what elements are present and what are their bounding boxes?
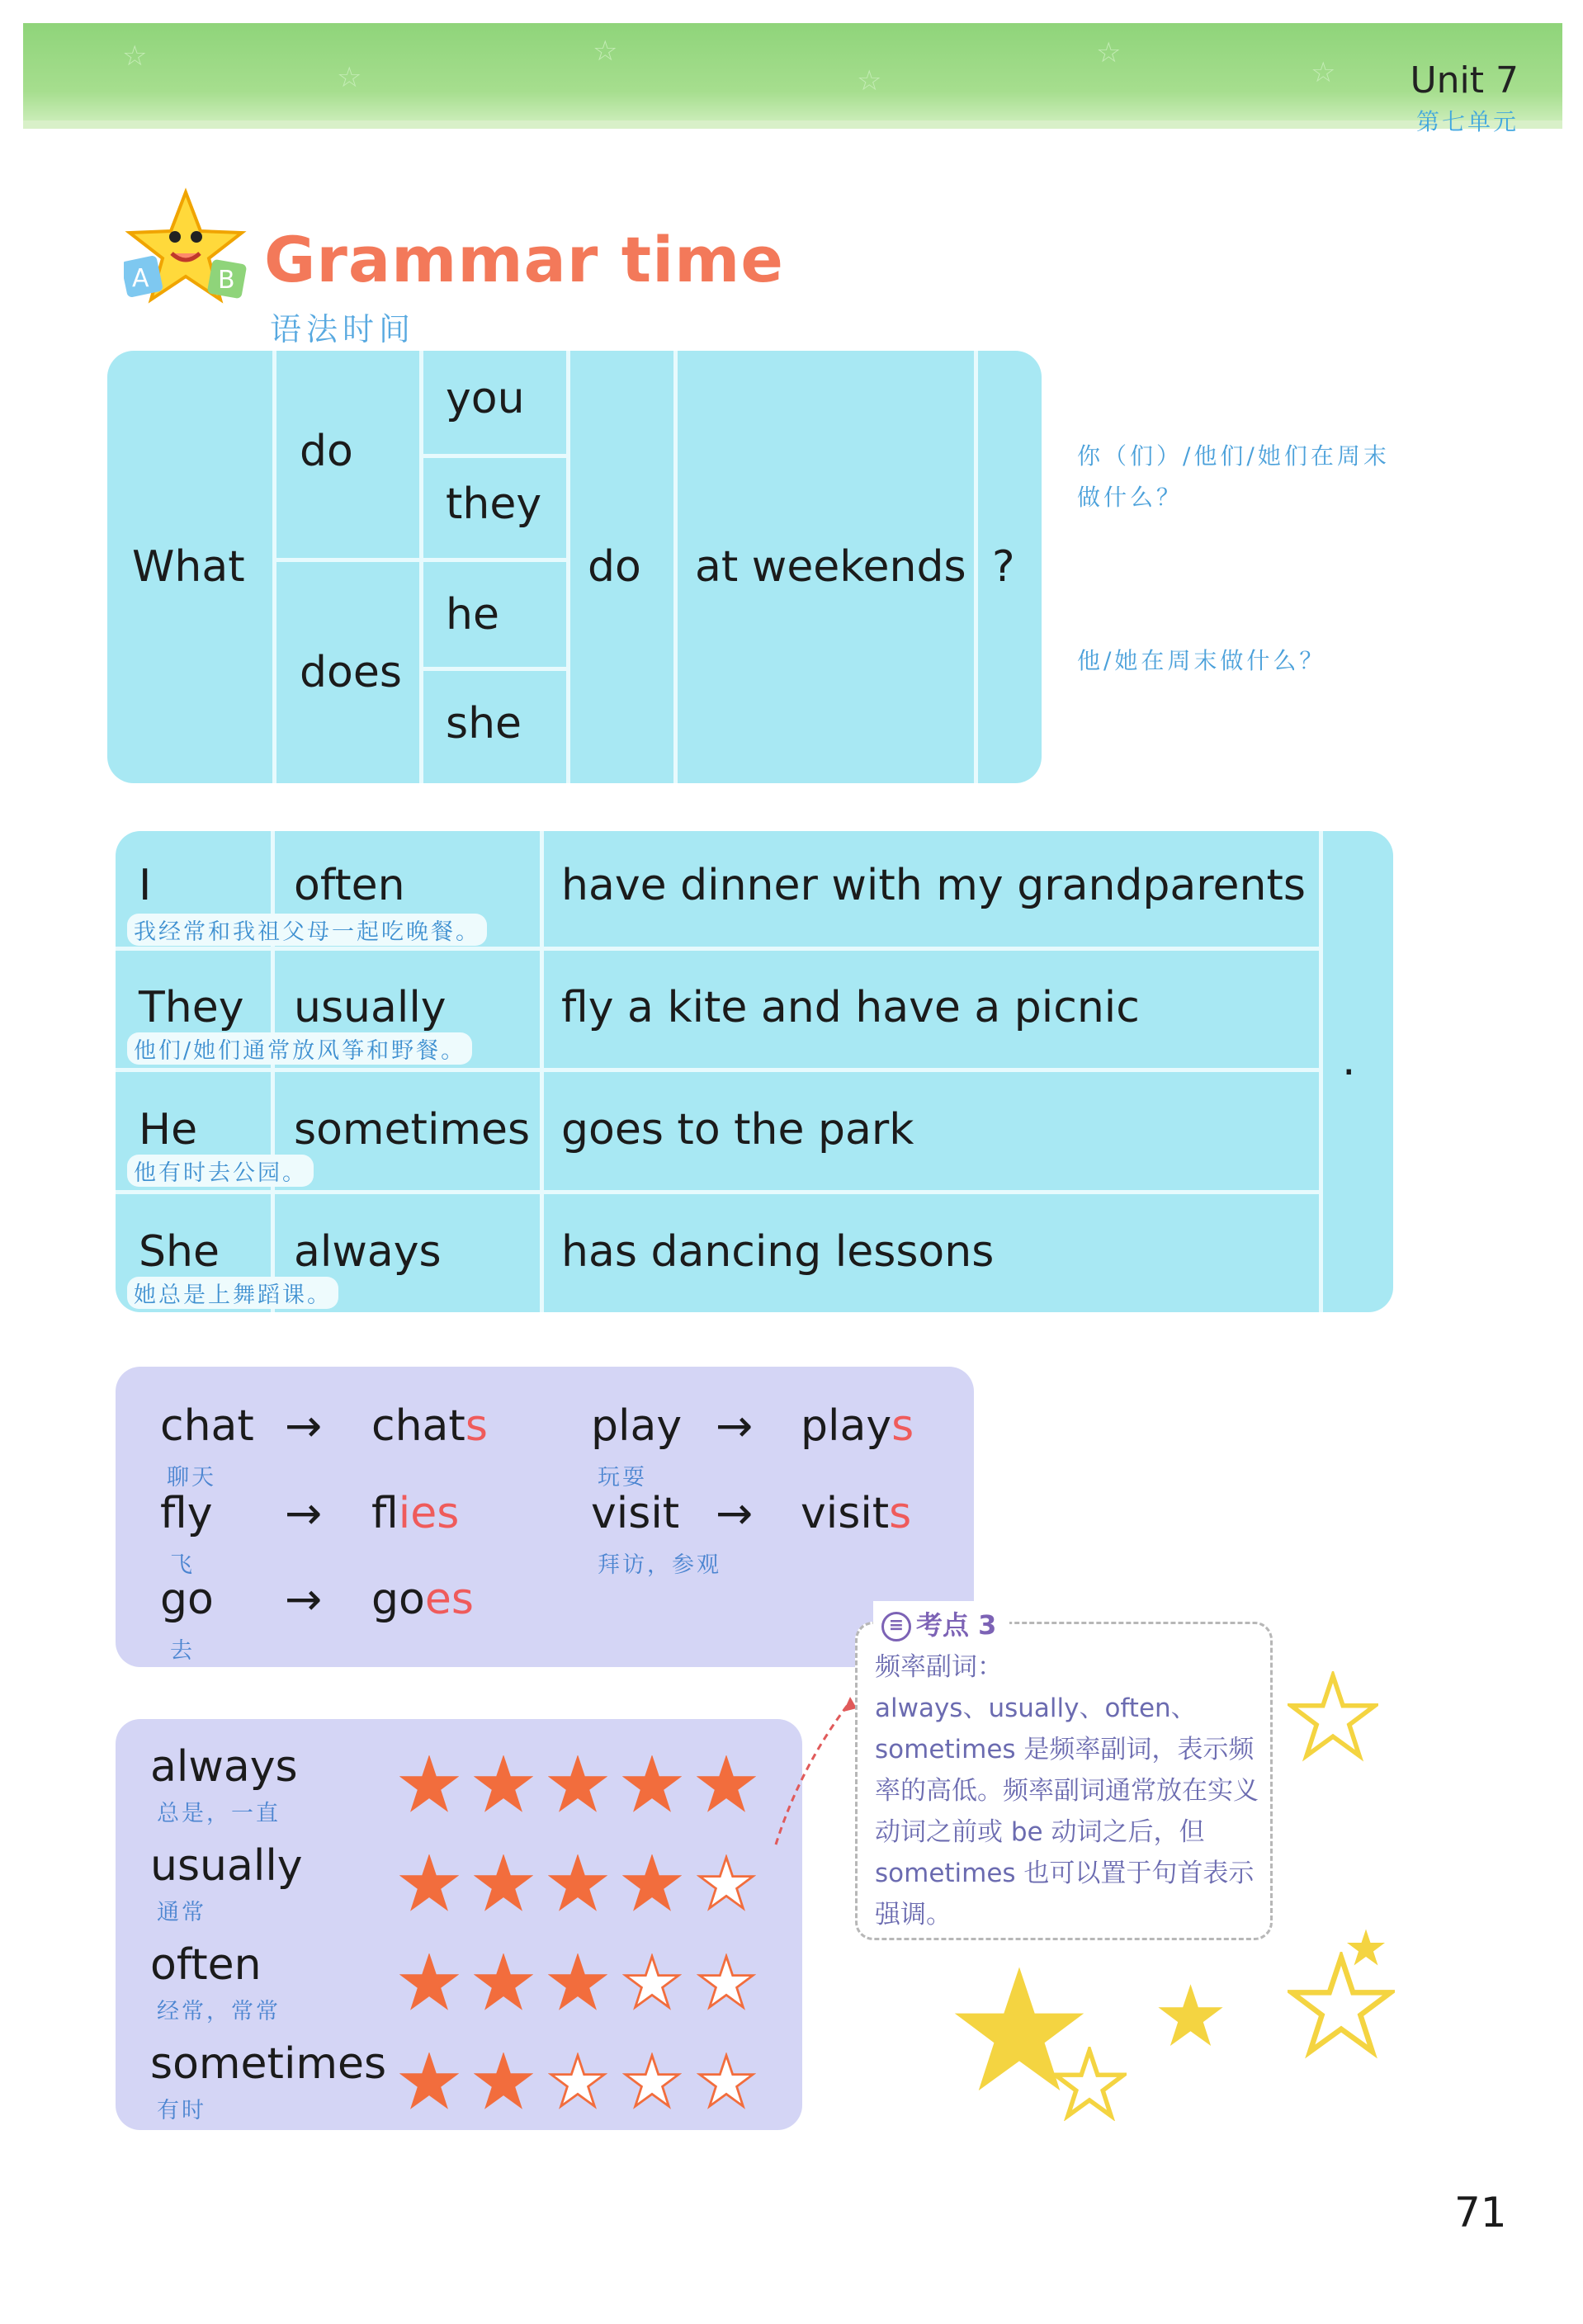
pointer-arrow-icon bbox=[768, 1692, 858, 1849]
row4-translation: 她总是上舞蹈课。 bbox=[127, 1277, 338, 1309]
star-icon: ☆ bbox=[857, 64, 882, 97]
star-rating bbox=[399, 1854, 756, 1912]
arrow-icon: → bbox=[285, 1400, 323, 1452]
row2-translation: 他们/她们通常放风筝和野餐。 bbox=[127, 1032, 472, 1065]
adverb-translation: 经常，常常 bbox=[157, 1999, 281, 2024]
star-icon: ☆ bbox=[337, 61, 362, 94]
filled-star-icon bbox=[474, 2052, 533, 2110]
verb-third-person bbox=[801, 1401, 914, 1451]
empty-star-icon bbox=[697, 1953, 756, 2011]
filled-star-icon bbox=[399, 1755, 459, 1813]
adverb-word: sometimes bbox=[150, 2039, 387, 2089]
row1-adverb: often bbox=[294, 861, 405, 910]
row4-subject: She bbox=[139, 1227, 220, 1277]
arrow-icon: → bbox=[285, 1573, 323, 1625]
question-table bbox=[107, 351, 1042, 783]
verb-stem: chat bbox=[371, 1401, 465, 1451]
empty-star-icon bbox=[622, 2052, 682, 2110]
verb-suffix: es bbox=[424, 1575, 474, 1624]
row3-adverb: sometimes bbox=[294, 1105, 531, 1155]
divider bbox=[419, 667, 569, 671]
filled-star-icon bbox=[548, 1854, 607, 1912]
verb-forms-box bbox=[116, 1367, 974, 1667]
verb-stem: fl bbox=[371, 1489, 399, 1538]
filled-star-icon bbox=[399, 1953, 459, 2011]
arrow-icon: → bbox=[716, 1400, 754, 1452]
outline-star-icon bbox=[1288, 1952, 1395, 2059]
row3-predicate: goes to the park bbox=[561, 1105, 914, 1155]
row3-subject: He bbox=[139, 1105, 198, 1155]
divider bbox=[116, 1068, 1322, 1072]
svg-text:A: A bbox=[132, 264, 149, 293]
verb-translation: 飞 bbox=[170, 1552, 195, 1578]
filled-star-icon bbox=[697, 1755, 756, 1813]
filled-star-icon bbox=[474, 1755, 533, 1813]
divider bbox=[116, 947, 1322, 951]
divider bbox=[272, 351, 276, 783]
verb-third-person bbox=[371, 1401, 488, 1451]
note-heading: 频率副词： bbox=[875, 1652, 1003, 1682]
verb-translation: 去 bbox=[170, 1638, 195, 1664]
verb-base: chat bbox=[160, 1401, 254, 1451]
divider bbox=[272, 558, 422, 562]
divider bbox=[419, 351, 423, 783]
filled-star-icon bbox=[622, 1755, 682, 1813]
arrow-icon: → bbox=[285, 1487, 323, 1539]
section-subtitle: 语法时间 bbox=[270, 311, 416, 347]
row1-predicate: have dinner with my grandparents bbox=[561, 861, 1306, 910]
verb-base: go bbox=[160, 1575, 214, 1624]
filled-star-icon bbox=[474, 1953, 533, 2011]
verb-translation: 玩耍 bbox=[598, 1465, 647, 1490]
star-rating bbox=[399, 2052, 756, 2110]
subject-she: she bbox=[446, 699, 522, 749]
empty-star-icon bbox=[548, 2052, 607, 2110]
empty-star-icon bbox=[697, 2052, 756, 2110]
verb-translation: 拜访，参观 bbox=[598, 1552, 721, 1578]
unit-subtitle: 第七单元 bbox=[1415, 108, 1519, 135]
question-word: What bbox=[132, 542, 245, 592]
star-icon bbox=[1155, 1981, 1226, 2051]
aux-does: does bbox=[300, 648, 402, 697]
star-icon: ☆ bbox=[1311, 56, 1336, 89]
row2-subject: They bbox=[139, 983, 244, 1032]
row3-translation: 他有时去公园。 bbox=[127, 1155, 314, 1187]
row1-subject: I bbox=[139, 861, 152, 910]
divider bbox=[419, 454, 569, 458]
filled-star-icon bbox=[399, 2052, 459, 2110]
verb-base: play bbox=[591, 1401, 683, 1451]
aux-do: do bbox=[300, 427, 353, 476]
verb-third-person bbox=[801, 1489, 911, 1538]
filled-star-icon bbox=[399, 1854, 459, 1912]
main-verb: do bbox=[588, 542, 641, 592]
divider bbox=[566, 351, 570, 783]
star-rating bbox=[399, 1755, 756, 1813]
note-label bbox=[873, 1601, 1009, 1646]
row1-translation: 我经常和我祖父母一起吃晚餐。 bbox=[127, 914, 487, 946]
note-body: always、usually、often、sometimes 是频率副词，表示频率的高低。频率副词通常放在实义动词之前或 be 动词之后，但 sometimes 也可以置于句首表示强调。 bbox=[875, 1693, 1259, 1930]
sentence-period: . bbox=[1342, 1036, 1356, 1085]
star-icon: ☆ bbox=[1096, 36, 1122, 69]
subject-they: they bbox=[446, 479, 542, 529]
note-text bbox=[875, 1646, 1263, 1935]
verb-suffix: s bbox=[891, 1401, 914, 1451]
page-number: 71 bbox=[1454, 2189, 1507, 2237]
outline-star-icon bbox=[1288, 1671, 1378, 1762]
header-banner bbox=[23, 23, 1562, 129]
frequency-adverbs-box bbox=[116, 1719, 802, 2130]
section-title: Grammar time bbox=[264, 223, 784, 296]
filled-star-icon bbox=[548, 1953, 607, 2011]
hint-plural: 你（们）/他们/她们在周末做什么？ bbox=[1077, 442, 1390, 511]
verb-base: visit bbox=[591, 1489, 680, 1538]
verb-stem: go bbox=[371, 1575, 425, 1624]
row4-adverb: always bbox=[294, 1227, 442, 1277]
empty-star-icon bbox=[697, 1854, 756, 1912]
time-phrase: at weekends bbox=[695, 542, 966, 592]
adverb-word: usually bbox=[150, 1841, 303, 1891]
star-icon: ☆ bbox=[122, 40, 148, 73]
adverb-word: always bbox=[150, 1742, 298, 1792]
sentence-table bbox=[116, 831, 1393, 1312]
divider bbox=[673, 351, 678, 783]
verb-stem: visit bbox=[801, 1489, 890, 1538]
arrow-icon: → bbox=[716, 1487, 754, 1539]
note-icon: ≡ bbox=[881, 1612, 911, 1641]
divider bbox=[116, 1190, 1322, 1194]
verb-suffix: ies bbox=[398, 1489, 460, 1538]
verb-suffix: s bbox=[889, 1489, 912, 1538]
verb-translation: 聊天 bbox=[167, 1465, 216, 1490]
divider bbox=[974, 351, 978, 783]
row2-adverb: usually bbox=[294, 983, 447, 1032]
svg-text:B: B bbox=[218, 266, 235, 295]
verb-third-person bbox=[371, 1575, 474, 1624]
hint-singular: 他/她在周末做什么？ bbox=[1077, 647, 1326, 674]
empty-star-icon bbox=[622, 1953, 682, 2011]
verb-suffix: s bbox=[465, 1401, 488, 1451]
adverb-translation: 有时 bbox=[157, 2098, 206, 2123]
outline-star-icon bbox=[1052, 2047, 1127, 2121]
subject-he: he bbox=[446, 590, 499, 640]
filled-star-icon bbox=[474, 1854, 533, 1912]
star-icon: ☆ bbox=[593, 35, 618, 68]
verb-base: fly bbox=[160, 1489, 213, 1538]
star-rating bbox=[399, 1953, 756, 2011]
adverb-word: often bbox=[150, 1940, 262, 1990]
filled-star-icon bbox=[622, 1854, 682, 1912]
unit-title: Unit 7 bbox=[1410, 59, 1519, 102]
adverb-translation: 通常 bbox=[157, 1900, 206, 1925]
question-mark: ? bbox=[992, 542, 1015, 592]
verb-stem: play bbox=[801, 1401, 892, 1451]
adverb-translation: 总是，一直 bbox=[157, 1801, 281, 1826]
row4-predicate: has dancing lessons bbox=[561, 1227, 995, 1277]
filled-star-icon bbox=[548, 1755, 607, 1813]
note-label-text: 考点 3 bbox=[916, 1609, 997, 1641]
verb-third-person bbox=[371, 1489, 459, 1538]
divider bbox=[419, 558, 569, 562]
star-mascot-icon bbox=[124, 186, 248, 309]
row2-predicate: fly a kite and have a picnic bbox=[561, 983, 1140, 1032]
subject-you: you bbox=[446, 374, 525, 423]
